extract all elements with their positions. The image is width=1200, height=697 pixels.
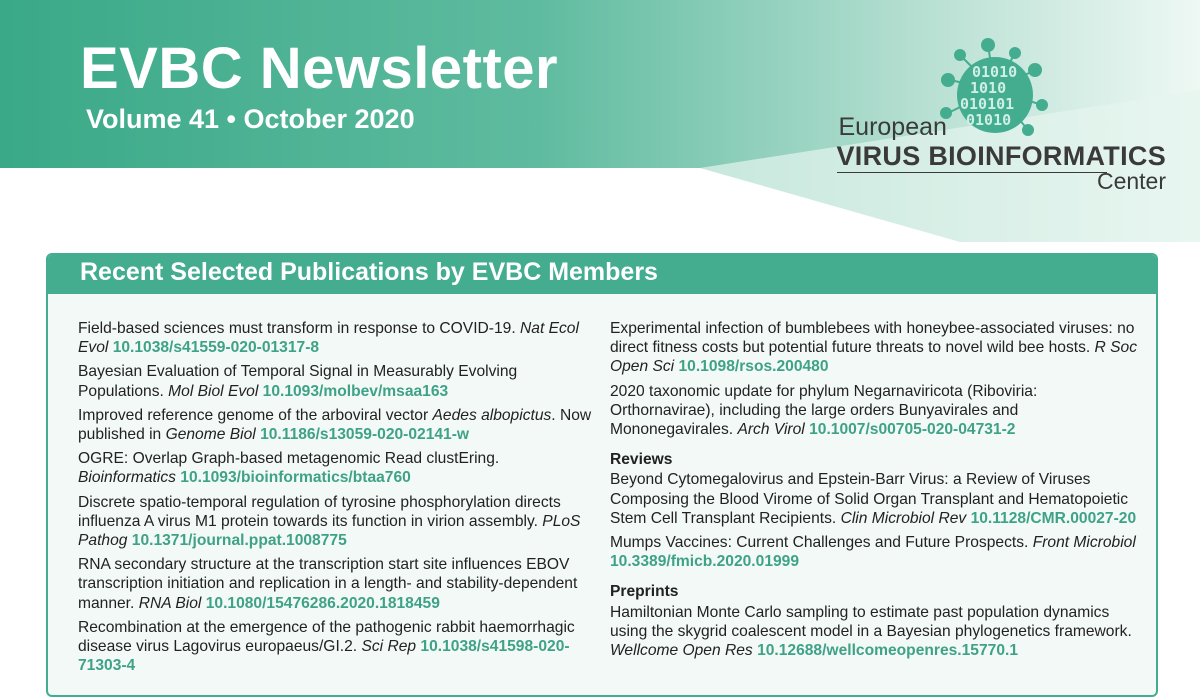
publication-entry [78, 493, 598, 551]
binary-row: 01010 [972, 63, 1018, 81]
publication-entry [78, 555, 598, 613]
publication-title: Improved reference genome of the arboviral vector [78, 406, 429, 424]
publication-title: Hamiltonian Monte Carlo sampling to estimate past population dynamics using the skygrid coalescent model in a Bayesian phylogenetics framework. [610, 603, 1132, 640]
publication-journal: R Soc Open Sci [610, 339, 1138, 376]
publication-doi-link[interactable]: 10.1093/bioinformatics/btaa760 [180, 469, 411, 487]
publication-title: Field-based sciences must transform in response to COVID-19. [78, 320, 516, 337]
preprint-entry [610, 603, 1138, 661]
publication-title-cont: . Now published in [78, 406, 592, 444]
publication-title: Discrete spatio-temporal regulation of tyrosine phosphorylation directs influenza A virus M1 protein towards its function in virion assembly. [78, 493, 561, 530]
publication-entry [78, 618, 598, 676]
publication-journal: Nat Ecol Evol [78, 320, 579, 357]
review-entry [610, 533, 1138, 571]
publication-doi-link[interactable]: 10.1038/s41559-020-01317-8 [112, 339, 320, 357]
reviews-heading: Reviews [610, 451, 673, 469]
publication-journal: Sci Rep [361, 638, 417, 656]
review-entry [610, 470, 1138, 528]
publication-journal: Mol Biol Evol [168, 382, 259, 400]
newsletter-title: EVBC Newsletter [80, 36, 559, 101]
publication-journal: Arch Virol [737, 421, 805, 439]
logo-line-center: Center [1096, 168, 1166, 195]
publication-doi-link[interactable]: 10.1128/CMR.00027-20 [970, 509, 1137, 527]
publication-doi-link[interactable]: 10.1371/journal.ppat.1008775 [131, 532, 347, 550]
right-column [610, 319, 1138, 665]
publication-journal: Front Microbiol [1032, 534, 1136, 552]
logo-line-main: VIRUS BIOINFORMATICS [836, 141, 1166, 171]
publication-title: Recombination at the emergence of the pathogenic rabbit haemorrhagic disease virus Lagovirus europaeus/GI.2. [78, 618, 575, 656]
binary-row: 1010 [970, 79, 1007, 97]
publication-journal: Genome Biol [165, 426, 256, 444]
publication-title: Bayesian Evaluation of Temporal Signal in Measurably Evolving Populations. [78, 363, 518, 400]
binary-row: 010101 [960, 95, 1015, 113]
publication-entry [610, 319, 1138, 377]
publications-panel [46, 253, 1158, 697]
publication-journal: RNA Biol [138, 594, 202, 612]
publication-doi-link[interactable]: 10.1007/s00705-020-04731-2 [809, 421, 1016, 439]
publication-entry [78, 449, 598, 487]
publication-doi-link[interactable]: 10.3389/fmicb.2020.01999 [610, 553, 800, 571]
publication-doi-link[interactable]: 10.1186/s13059-020-02141-w [260, 426, 470, 444]
publication-title: Beyond Cytomegalovirus and Epstein-Barr Virus: a Review of Viruses Composing the Blood Virome of Solid Organ Transplant and Hematopoietic Stem Cell Transplant Recipients. [610, 471, 1129, 527]
publication-title: 2020 taxonomic update for phylum Negarnaviricota (Riboviria: Orthornavirae), including the large orders Bunyavirales and Mononegavirales. [610, 382, 1038, 439]
binary-row: 01010 [966, 111, 1012, 129]
left-column [78, 319, 598, 680]
publication-species: Aedes albopictus [432, 406, 552, 424]
publication-doi-link[interactable]: 10.1080/15476286.2020.1818459 [205, 594, 440, 612]
publication-journal: Bioinformatics [78, 469, 176, 487]
publication-doi-link[interactable]: 10.1038/s41598-020-71303-4 [78, 638, 570, 675]
newsletter-issue: Volume 41 • October 2020 [86, 104, 415, 134]
publication-title: Experimental infection of bumblebees with honeybee-associated viruses: no direct fitness costs but potential future threats to novel wild bee hosts. [610, 320, 1135, 357]
publication-journal: PLoS Pathog [78, 512, 581, 550]
publication-entry [78, 319, 598, 357]
evbc-logo [837, 115, 1167, 193]
publication-journal: Wellcome Open Res [610, 642, 753, 660]
publication-doi-link[interactable]: 10.12688/wellcomeopenres.15770.1 [757, 642, 1018, 660]
publication-entry [78, 406, 598, 444]
publication-journal: Clin Microbiol Rev [840, 509, 967, 527]
publications-title: Recent Selected Publications by EVBC Members [80, 258, 658, 286]
publication-title: Mumps Vaccines: Current Challenges and Future Prospects. [610, 534, 1029, 552]
publication-doi-link[interactable]: 10.1093/molbev/msaa163 [262, 382, 449, 400]
publication-entry [78, 362, 598, 400]
publication-doi-link[interactable]: 10.1098/rsos.200480 [678, 358, 829, 376]
publication-entry [610, 382, 1138, 440]
publication-title: OGRE: Overlap Graph-based metagenomic Read clustEring. [78, 450, 500, 468]
preprints-heading: Preprints [610, 583, 679, 601]
logo-line-european: European [838, 113, 947, 141]
publication-title: RNA secondary structure at the transcription start site influences EBOV transcription initiation and replication in a length- and stability-dependent manner. [78, 556, 578, 612]
